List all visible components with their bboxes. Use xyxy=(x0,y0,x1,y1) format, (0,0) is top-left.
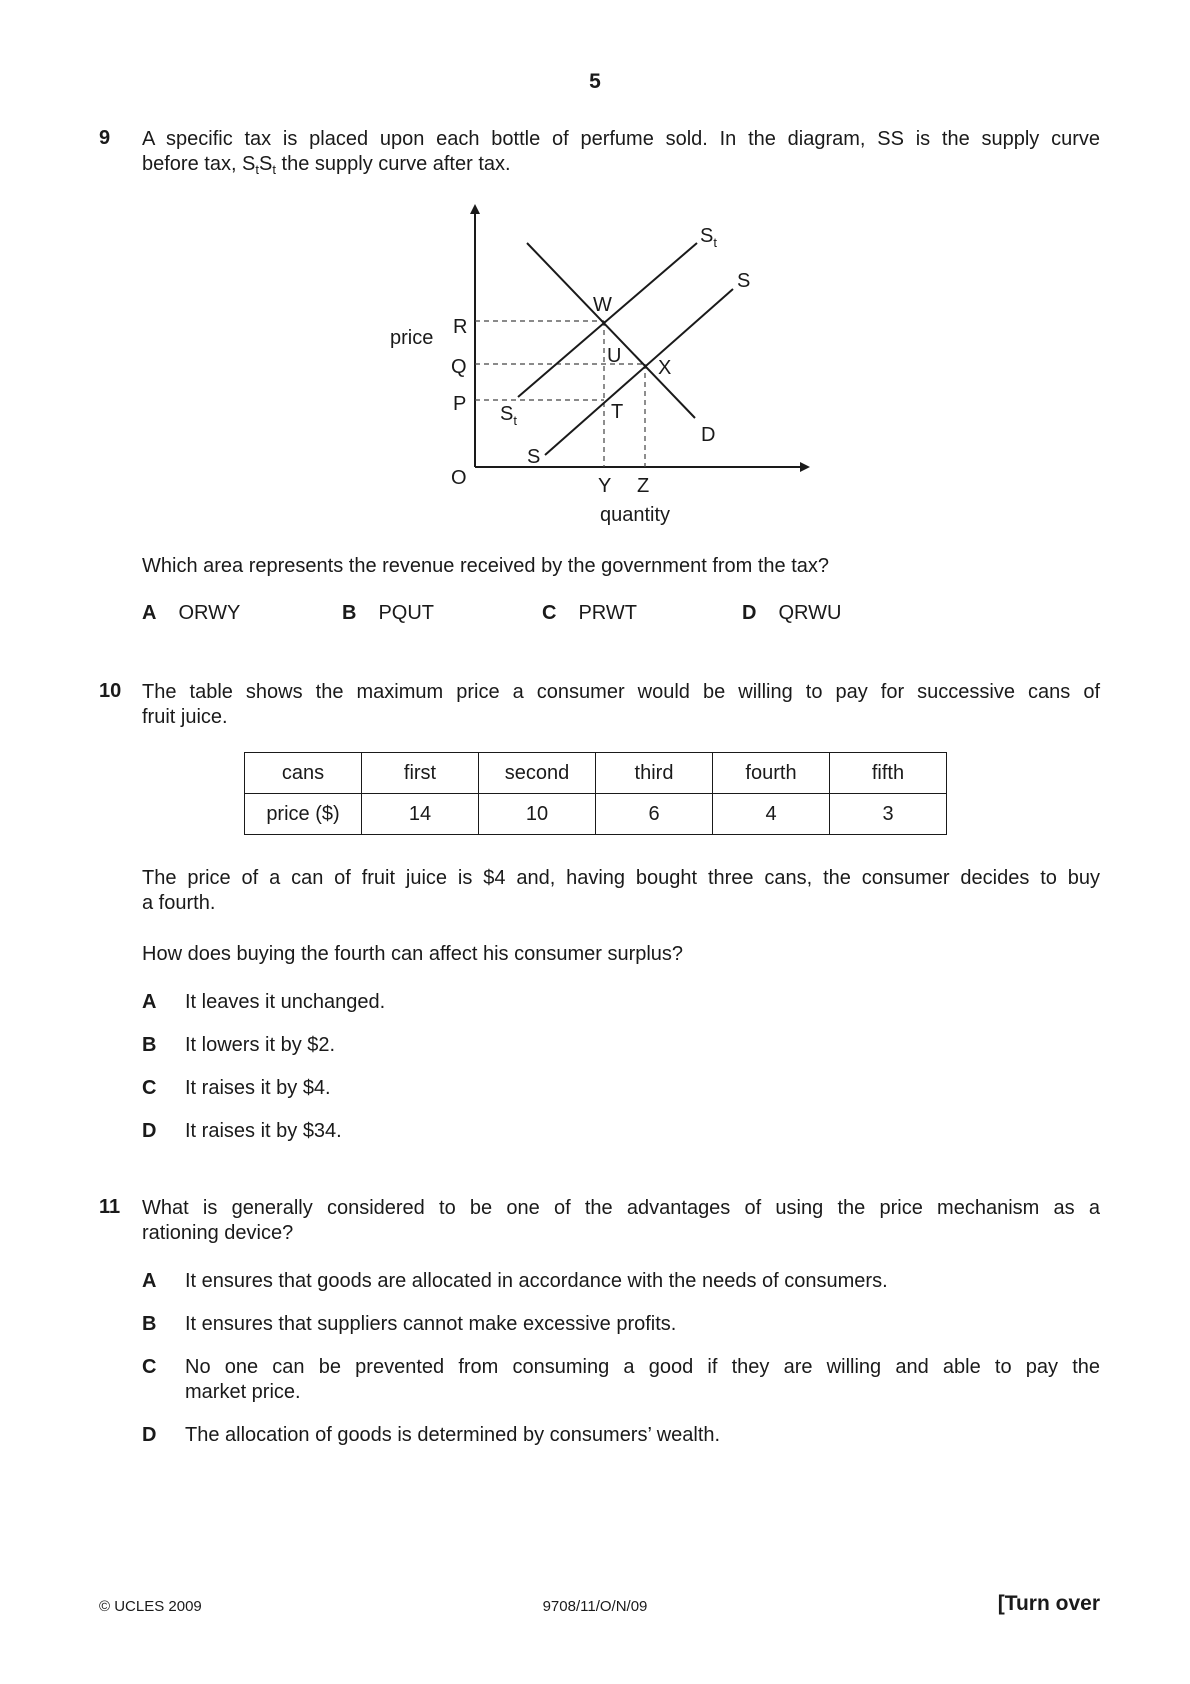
question-10-paragraph-line1: The price of a can of fruit juice is $4 and, having bought three cans, the consumer decides to buy xyxy=(142,867,1100,889)
option-letter: A xyxy=(142,602,157,624)
table-cell: 6 xyxy=(596,794,713,835)
option-text: It leaves it unchanged. xyxy=(185,991,386,1013)
question-9-number: 9 xyxy=(99,127,111,149)
price-label-p: P xyxy=(453,393,467,415)
q10-option-b[interactable] xyxy=(142,1033,335,1058)
curve-label-d: D xyxy=(701,424,716,446)
table-cell: cans xyxy=(245,753,362,794)
question-10-prompt: How does buying the fourth can affect his consumer surplus? xyxy=(142,943,684,965)
q11-option-c[interactable] xyxy=(142,1355,1100,1405)
option-letter: A xyxy=(142,1270,157,1292)
table-cell: 3 xyxy=(830,794,947,835)
stem-text: the supply curve after tax. xyxy=(276,153,511,175)
question-10-number: 10 xyxy=(99,680,122,702)
question-9-stem-line1: A specific tax is placed upon each bottle of perfume sold. In the diagram, SS is the supply curve xyxy=(142,128,1100,150)
price-label-r: R xyxy=(453,316,468,338)
table-cell: second xyxy=(479,753,596,794)
option-text: PRWT xyxy=(578,602,637,624)
option-text: It raises it by $34. xyxy=(185,1120,342,1142)
point-label-u: U xyxy=(607,345,622,367)
table-cell: 10 xyxy=(479,794,596,835)
option-letter: B xyxy=(142,1034,157,1056)
q10-option-c[interactable] xyxy=(142,1076,331,1101)
question-10-stem-line1: The table shows the maximum price a consumer would be willing to pay for successive cans of xyxy=(142,681,1100,703)
option-text: The allocation of goods is determined by consumers’ wealth. xyxy=(185,1424,721,1446)
option-text: It ensures that goods are allocated in accordance with the needs of consumers. xyxy=(185,1270,888,1292)
option-text: It ensures that suppliers cannot make excessive profits. xyxy=(185,1313,677,1335)
x-axis-label: quantity xyxy=(600,504,671,526)
question-9-prompt: Which area represents the revenue received by the government from the tax? xyxy=(142,555,830,577)
table-cell: price ($) xyxy=(245,794,362,835)
option-letter: C xyxy=(142,1077,157,1099)
subscript-t: t xyxy=(255,162,260,177)
option-letter: A xyxy=(142,991,157,1013)
table-header-row xyxy=(245,753,947,794)
option-letter: C xyxy=(542,602,557,624)
q11-option-d[interactable] xyxy=(142,1423,720,1448)
option-letter: B xyxy=(342,602,357,624)
curve-label-st-top: $S_t$ xyxy=(700,225,717,250)
point-label-x: X xyxy=(658,357,672,379)
option-letter: B xyxy=(142,1313,157,1335)
curve-label-s-bottom: S xyxy=(527,446,541,468)
curve-label-s-top: S xyxy=(737,270,751,292)
q9-option-b[interactable] xyxy=(342,601,434,626)
option-text: ORWY xyxy=(178,602,241,624)
question-10-paragraph-line2: a fourth. xyxy=(142,892,216,914)
question-10-stem-line2: fruit juice. xyxy=(142,706,228,728)
option-letter: D xyxy=(142,1424,157,1446)
copyright: © UCLES 2009 xyxy=(99,1598,202,1615)
page-number: 5 xyxy=(589,70,601,93)
price-label-q: Q xyxy=(451,356,467,378)
option-text: PQUT xyxy=(378,602,435,624)
question-11-stem-line1: What is generally considered to be one of the advantages of using the price mechanism as a xyxy=(142,1197,1100,1219)
q9-option-c[interactable] xyxy=(542,601,637,626)
price-table xyxy=(244,752,947,835)
question-11-number: 11 xyxy=(99,1196,121,1218)
table-cell: fourth xyxy=(713,753,830,794)
table-cell: 14 xyxy=(362,794,479,835)
question-10-stem xyxy=(142,680,1100,730)
quantity-label-y: Y xyxy=(598,475,612,497)
demand-curve xyxy=(527,243,695,418)
option-text: It lowers it by $2. xyxy=(185,1034,336,1056)
paper-code: 9708/11/O/N/09 xyxy=(542,1598,648,1615)
q10-option-d[interactable] xyxy=(142,1119,342,1144)
option-text: No one can be prevented from consuming a good if they are willing and able to pay the xyxy=(185,1356,1100,1378)
table-cell: fifth xyxy=(830,753,947,794)
q11-option-a[interactable] xyxy=(142,1269,888,1294)
y-axis-label: price xyxy=(390,327,434,349)
option-text: It raises it by $4. xyxy=(185,1077,331,1099)
question-11-stem-line2: rationing device? xyxy=(142,1222,294,1244)
stem-text: before tax, S xyxy=(142,153,256,175)
q9-option-d[interactable] xyxy=(742,601,841,626)
option-text: QRWU xyxy=(778,602,842,624)
table-row xyxy=(245,794,947,835)
turn-over: [Turn over xyxy=(997,1592,1100,1615)
q9-option-a[interactable] xyxy=(142,601,240,626)
question-10-paragraph xyxy=(142,866,1100,916)
table-cell: third xyxy=(596,753,713,794)
option-letter: D xyxy=(742,602,757,624)
origin-label: O xyxy=(451,467,467,489)
question-11-stem xyxy=(142,1196,1100,1246)
point-label-t: T xyxy=(611,401,624,423)
supply-demand-diagram xyxy=(0,0,1190,560)
quantity-label-z: Z xyxy=(637,475,650,497)
q10-option-a[interactable] xyxy=(142,990,385,1015)
table-cell: first xyxy=(362,753,479,794)
option-letter: D xyxy=(142,1120,157,1142)
option-letter: C xyxy=(142,1356,157,1378)
table-cell: 4 xyxy=(713,794,830,835)
subscript-t: t xyxy=(272,162,276,177)
option-text-continued: market price. xyxy=(185,1381,301,1403)
stem-text: S xyxy=(259,153,273,175)
q11-option-b[interactable] xyxy=(142,1312,676,1337)
curve-label-st-bottom: $S_t$ xyxy=(500,403,517,428)
point-label-w: W xyxy=(593,294,612,316)
